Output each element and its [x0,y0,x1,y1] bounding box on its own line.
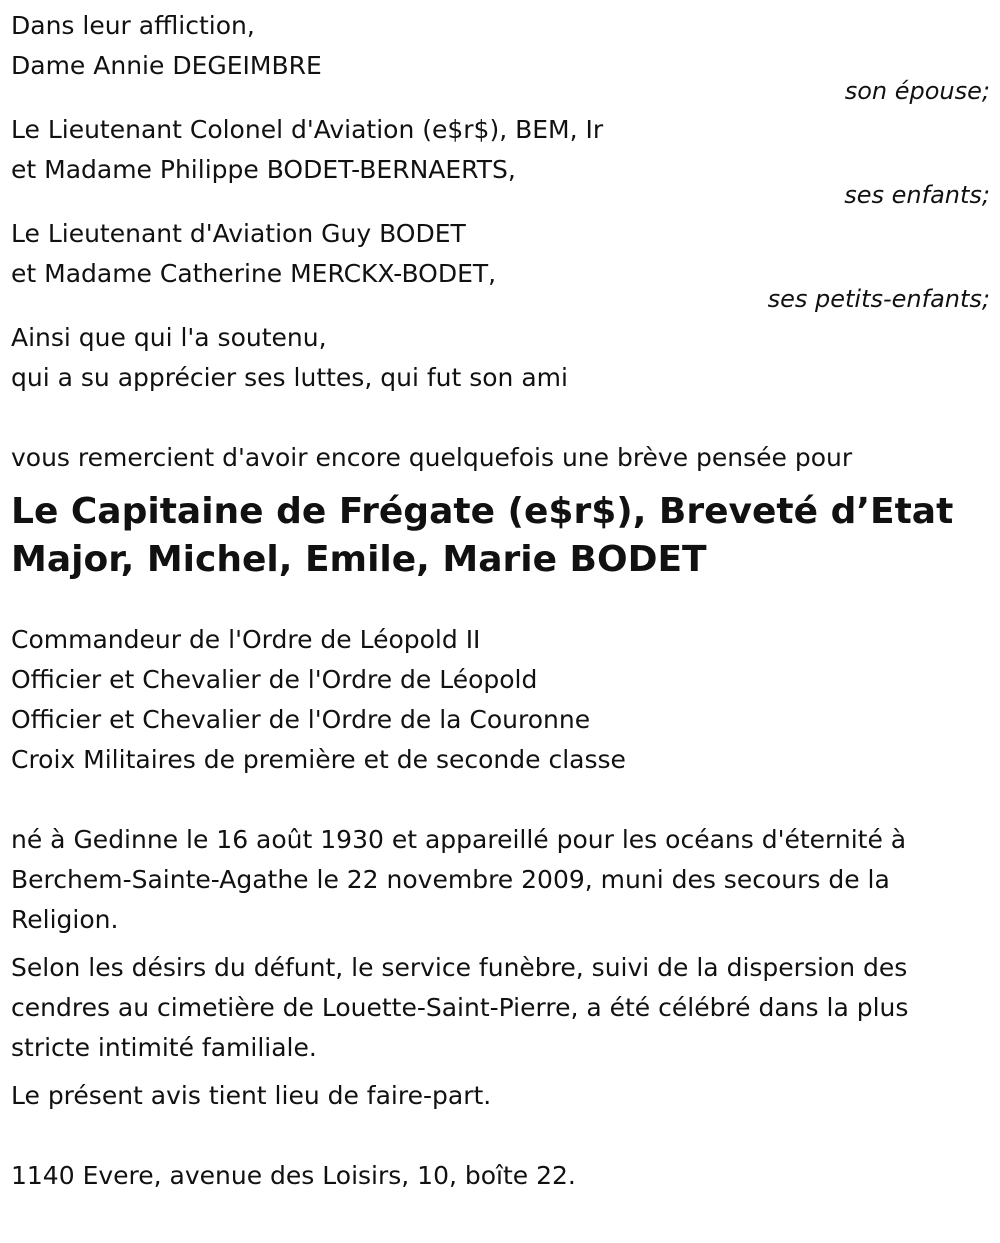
grandchildren-role: ses petits-enfants; [767,285,990,313]
birth-death-line-1: né à Gedinne le 16 août 1930 et appareillé pour les océans d'éternité à [11,825,907,854]
honours-list [11,620,990,780]
children-section [11,110,990,208]
funeral-line-1: Selon les désirs du défunt, le service funèbre, suivi de la dispersion des [11,953,908,982]
thanks-line: vous remercient d'avoir encore quelquefois une brève pensée pour [11,443,853,472]
funeral-line-2: cendres au cimetière de Louette-Saint-Pierre, a été célébré dans la plus [11,993,909,1022]
grandchildren-line-1: Le Lieutenant d'Aviation Guy BODET [11,219,466,248]
birth-death-paragraph [11,820,990,940]
spouse-name: Dame Annie DEGEIMBRE [11,51,322,80]
deceased-name-line-2: Major, Michel, Emile, Marie BODET [11,539,707,580]
obituary-notice [11,6,990,1196]
deceased-name [11,488,990,584]
address-line: 1140 Evere, avenue des Loisirs, 10, boîte 22. [11,1161,576,1190]
intro-line: Dans leur affliction, [11,11,255,40]
spouse-role: son épouse; [844,77,990,105]
spouse-section [11,6,990,104]
funeral-line-3: stricte intimité familiale. [11,1033,317,1062]
funeral-paragraph [11,948,990,1068]
honour-item: Commandeur de l'Ordre de Léopold II [11,625,481,654]
grandchildren-line-2: et Madame Catherine MERCKX-BODET, [11,259,497,288]
children-line-1: Le Lieutenant Colonel d'Aviation (e$r$), BEM, Ir [11,115,604,144]
deceased-name-line-1: Le Capitaine de Frégate (e$r$), Breveté d’Etat [11,491,954,532]
honour-item: Officier et Chevalier de l'Ordre de Léopold [11,665,538,694]
children-line-2: et Madame Philippe BODET-BERNAERTS, [11,155,516,184]
honour-item: Croix Militaires de première et de seconde classe [11,745,626,774]
friend-section [11,318,990,398]
honour-item: Officier et Chevalier de l'Ordre de la Couronne [11,705,591,734]
birth-death-line-2: Berchem-Sainte-Agathe le 22 novembre 2009, muni des secours de la [11,865,890,894]
birth-death-line-3: Religion. [11,905,119,934]
friend-line-2: qui a su apprécier ses luttes, qui fut son ami [11,363,568,392]
notice-line: Le présent avis tient lieu de faire-part. [11,1081,492,1110]
children-role: ses enfants; [844,181,990,209]
grandchildren-section [11,214,990,312]
friend-line-1: Ainsi que qui l'a soutenu, [11,323,327,352]
